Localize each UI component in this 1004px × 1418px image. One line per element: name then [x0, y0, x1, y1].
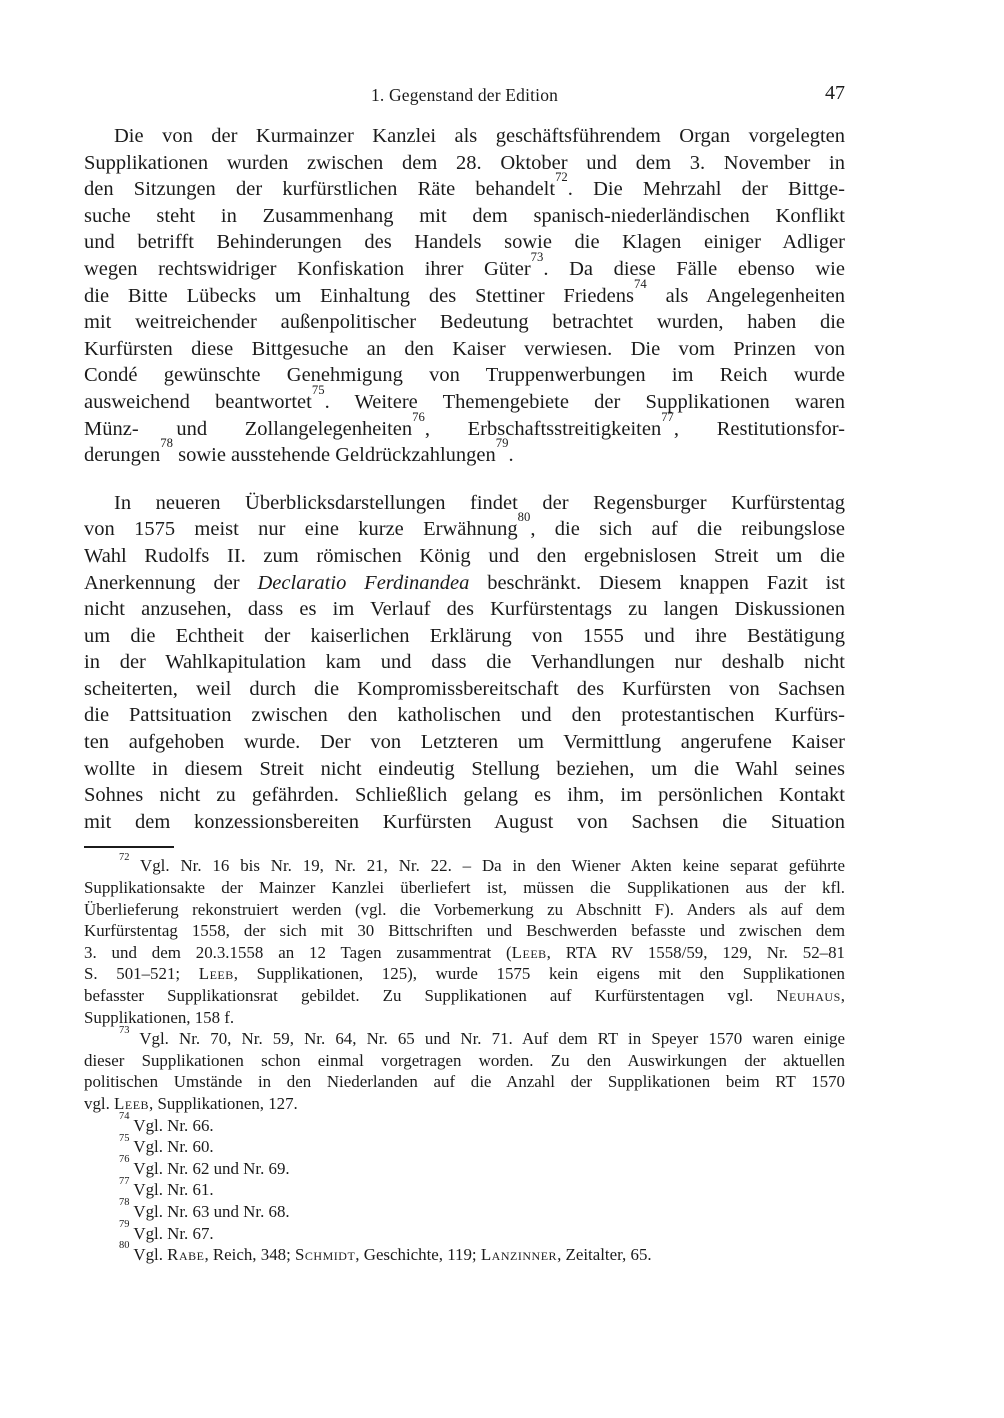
footnote-marker: 78: [160, 436, 173, 451]
footnote-marker: 75: [311, 383, 325, 398]
text-line: $^{77}$ Vgl. Nr. 61.: [119, 1175, 214, 1200]
smallcaps-author: Leeb: [198, 964, 234, 984]
footnotes: [84, 851, 845, 1265]
running-header-title: 1. Gegenstand der Edition: [370, 85, 559, 105]
text-line: befasster Supplikationsrat gebildet. Zu Supplikationen auf Kurfürstentagen vgl. Neuhaus,: [84, 986, 845, 1005]
text-line: Anerkennung der Declaratio Ferdinandea beschränkt. Diesem knappen Fazit ist: [84, 571, 846, 594]
text-line: mit weitreichender außenpolitischer Bedeutung betrachtet wurden, haben die: [84, 311, 845, 334]
text-line: Wahl Rudolfs II. zum römischen König und den ergebnislosen Streit um die: [84, 544, 845, 567]
text-line: $^{74}$ Vgl. Nr. 66.: [119, 1110, 214, 1135]
text-line: Münz- und Zollangelegenheiten$^{76}$, Erbschaftsstreitigkeiten$^{77}$, Restitutionsfor-: [84, 409, 845, 440]
footnote-marker: 80: [517, 510, 531, 525]
smallcaps-author: Neuhaus: [776, 986, 841, 1005]
text-line: dieser Supplikationen schon einmal vorgetragen worden. Zu den Auswirkungen der aktuellen: [84, 1050, 845, 1070]
footnote-73: [84, 1024, 845, 1114]
footnote-marker: 77: [661, 409, 674, 424]
footnote-marker: 78: [119, 1197, 130, 1209]
text-line: wegen rechtswidriger Konfiskation ihrer Güter$^{73}$. Da diese Fälle ebenso wie: [84, 250, 845, 280]
text-line: ausweichend beantwortet$^{75}$. Weitere Themengebiete der Supplikationen waren: [84, 383, 845, 413]
text-line: vgl. Leeb, Supplikationen, 127.: [84, 1093, 298, 1113]
text-line: scheiterten, weil durch die Kompromissbereitschaft des Kurfürsten von Sachsen: [84, 677, 845, 700]
smallcaps-author: Leeb: [511, 942, 547, 962]
footnote-marker: 73: [530, 250, 544, 265]
text-line: um die Echtheit der kaiserlichen Erklärung von 1555 und ihre Bestätigung: [84, 624, 845, 647]
text-line: Kurfürstentag 1558, der sich mit 30 Bittschriften und Beschwerden befasste und zwischen dem: [84, 921, 845, 941]
text-line: 3. und dem 20.3.1558 an 12 Tagen zusammentrat (Leeb, RTA RV 1558/59, 129, Nr. 52–81: [84, 942, 845, 962]
footnote-marker: 77: [119, 1175, 130, 1187]
text-line: Condé gewünschte Genehmigung von Truppenwerbungen im Reich wurde: [84, 364, 845, 387]
footnote-77: [84, 1175, 845, 1201]
text-line: $^{72}$ Vgl. Nr. 16 bis Nr. 19, Nr. 21, Nr. 22. – Da in den Wiener Akten keine separat geführte: [119, 851, 845, 876]
smallcaps-author: Lanzinner: [480, 1245, 558, 1265]
footnote-marker: 75: [119, 1132, 130, 1144]
text-line: $^{73}$ Vgl. Nr. 70, Nr. 59, Nr. 64, Nr. 65 und Nr. 71. Auf dem RT in Speyer 1570 waren einige: [119, 1024, 845, 1049]
text-line: wollte in diesem Streit nicht eindeutig Stellung beziehen, um die Wahl seines: [84, 757, 845, 780]
text-line: derungen$^{78}$ sowie ausstehende Geldrückzahlungen$^{79}$.: [84, 436, 514, 467]
footnote-79: [84, 1218, 845, 1245]
footnote-marker: 74: [634, 276, 647, 291]
text-line: die Pattsituation zwischen den katholischen und den protestantischen Kurfürs-: [84, 704, 845, 727]
footnote-marker: 79: [119, 1218, 130, 1230]
footnote-marker: 74: [119, 1110, 130, 1122]
footnote-78: [84, 1197, 845, 1223]
text-line: S. 501–521; Leeb, Supplikationen, 125), wurde 1575 kein eigens mit den Supplikationen: [84, 964, 845, 984]
text-line: Sohnes nicht zu gefährden. Schließlich gelang es ihm, im persönlichen Kontakt: [84, 784, 845, 807]
footnote-74: [84, 1110, 845, 1137]
text-line: Überlieferung rekonstruiert werden (vgl. die Vorbemerkung zu Abschnitt F). Anders als auf dem: [84, 899, 845, 919]
text-line: mit dem konzessionsbereiten Kurfürsten August von Sachsen die Situation: [84, 810, 845, 833]
text-line: $^{76}$ Vgl. Nr. 62 und Nr. 69.: [119, 1154, 290, 1178]
text-line: In neueren Überblicksdarstellungen findet der Regensburger Kurfürstentag: [114, 491, 845, 514]
text-line: ten aufgehoben wurde. Der von Letzteren um Vermittlung angerufene Kaiser: [84, 731, 845, 754]
text-line: suche steht in Zusammenhang mit dem spanisch-niederländischen Konflikt: [84, 204, 845, 227]
text-line: Supplikationen, 158 f.: [84, 1007, 235, 1027]
text-line: $^{80}$ Vgl. Rabe, Reich, 348; Schmidt, Geschichte, 119; Lanzinner, Zeitalter, 65.: [119, 1240, 652, 1265]
text-line: von 1575 meist nur eine kurze Erwähnung$^{80}$, die sich auf die reibungslose: [84, 510, 845, 541]
running-header: [84, 84, 845, 106]
text-line: Supplikationen wurden zwischen dem 28. Oktober und dem 3. November in: [84, 151, 845, 174]
footnote-marker: 73: [119, 1024, 130, 1036]
footnote-72: [84, 851, 845, 1028]
text-line: Die von der Kurmainzer Kanzlei als geschäftsführendem Organ vorgelegten: [114, 125, 845, 147]
text-column: [84, 84, 845, 1266]
text-line: Supplikationsakte der Mainzer Kanzlei überliefert ist, müssen die Supplikationen aus der kfl.: [84, 878, 845, 898]
text-line: $^{79}$ Vgl. Nr. 67.: [119, 1218, 214, 1243]
smallcaps-author: Rabe: [167, 1245, 205, 1265]
page-number: 47: [825, 82, 845, 104]
footnote-marker: 79: [495, 436, 509, 451]
footnote-marker: 76: [119, 1154, 130, 1166]
text-line: in der Wahlkapitulation kam und dass die Verhandlungen nur deshalb nicht: [84, 651, 845, 674]
footnote-marker: 72: [119, 851, 130, 863]
text-line: die Bitte Lübecks um Einhaltung des Stettiner Friedens$^{74}$ als Angelegenheiten: [84, 276, 845, 307]
text-line: politischen Umstände in den Niederlanden auf die Anzahl der Supplikationen beim RT 1570: [84, 1072, 845, 1092]
footnote-75: [84, 1132, 845, 1158]
paragraph: [84, 123, 845, 469]
body-text: [84, 123, 845, 835]
footnote-marker: 76: [412, 409, 425, 424]
text-line: $^{75}$ Vgl. Nr. 60.: [119, 1132, 214, 1157]
smallcaps-author: Leeb: [114, 1093, 150, 1113]
text-line: $^{78}$ Vgl. Nr. 63 und Nr. 68.: [119, 1197, 290, 1221]
text-line: den Sitzungen der kurfürstlichen Räte behandelt$^{72}$. Die Mehrzahl der Bittge-: [84, 170, 845, 201]
italic-text: Declaratio Ferdinandea: [257, 571, 470, 594]
paragraph: [84, 490, 845, 836]
footnote-80: [84, 1240, 845, 1266]
text-line: Kurfürsten diese Bittgesuche an den Kaiser verwiesen. Die vom Prinzen von: [84, 337, 845, 360]
text-line: und betrifft Behinderungen des Handels sowie die Klagen einiger Adliger: [84, 231, 845, 254]
footnote-76: [84, 1154, 845, 1180]
footnote-marker: 80: [119, 1240, 130, 1252]
footnote-marker: 72: [555, 170, 568, 185]
footnote-separator-rule: [84, 846, 174, 848]
text-line: nicht anzusehen, dass es im Verlauf des Kurfürstentags zu langen Diskussionen: [84, 598, 845, 621]
smallcaps-author: Schmidt: [295, 1245, 356, 1265]
